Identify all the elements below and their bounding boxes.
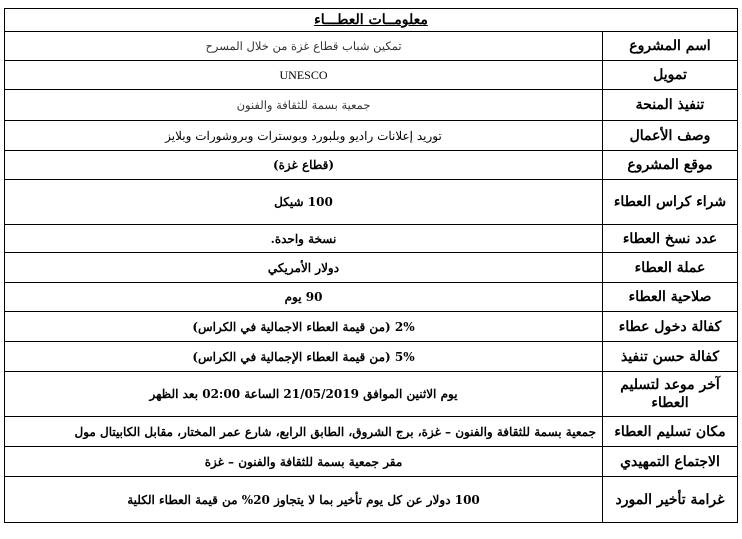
table-row — [5, 447, 738, 477]
row-label-tender-booklet-purchase: شراء كراس العطاء — [603, 180, 738, 225]
table-row — [5, 253, 738, 283]
row-label-bid-bond: كفالة دخول عطاء — [603, 312, 738, 342]
row-label-pre-bid-meeting: الاجتماع التمهيدي — [603, 447, 738, 477]
table-row — [5, 417, 738, 447]
row-value-project-location: (قطاع غزة) — [5, 151, 603, 180]
row-value-performance-bond: 5% (من قيمة العطاء الإجمالية في الكراس) — [5, 342, 603, 372]
row-label-tender-validity: صلاحية العطاء — [603, 283, 738, 312]
table-row — [5, 225, 738, 253]
row-label-tender-copies: عدد نسخ العطاء — [603, 225, 738, 253]
row-value-works-description: توريد إعلانات راديو وبلبورد وبوسترات وبروشورات وبلايز — [5, 121, 603, 151]
table-row — [5, 151, 738, 180]
table-header-row — [5, 9, 738, 32]
table-row — [5, 121, 738, 151]
row-label-grant-implementation: تنفيذ المنحة — [603, 90, 738, 121]
row-value-tender-validity: 90 يوم — [5, 283, 603, 312]
row-value-grant-implementation: جمعية بسمة للثقافة والفنون — [5, 90, 603, 121]
row-label-funding: تمويل — [603, 61, 738, 90]
tender-info-table — [4, 8, 738, 523]
row-label-project-location: موقع المشروع — [603, 151, 738, 180]
row-value-tender-booklet-purchase: 100 شيكل — [5, 180, 603, 225]
row-label-tender-currency: عملة العطاء — [603, 253, 738, 283]
row-label-submission-place: مكان تسليم العطاء — [603, 417, 738, 447]
table-row — [5, 180, 738, 225]
row-value-pre-bid-meeting: مقر جمعية بسمة للثقافة والفنون – غزة — [5, 447, 603, 477]
row-value-submission-place: جمعية بسمة للثقافة والفنون – غزة، برج الشروق، الطابق الرابع، شارع عمر المختار، مقابل الكابيتال مول — [5, 417, 603, 447]
row-label-delay-penalty: غرامة تأخير المورد — [603, 477, 738, 523]
tender-info-table-wrapper — [4, 8, 738, 523]
row-value-tender-currency: دولار الأمريكي — [5, 253, 603, 283]
table-row — [5, 90, 738, 121]
row-value-delay-penalty: 100 دولار عن كل يوم تأخير بما لا يتجاوز 20% من قيمة العطاء الكلية — [5, 477, 603, 523]
table-row — [5, 61, 738, 90]
row-value-bid-bond: 2% (من قيمة العطاء الاجمالية في الكراس) — [5, 312, 603, 342]
row-value-tender-copies: نسخة واحدة. — [5, 225, 603, 253]
table-row — [5, 372, 738, 417]
table-row — [5, 283, 738, 312]
row-label-works-description: وصف الأعمال — [603, 121, 738, 151]
row-value-submission-deadline: يوم الاثنين الموافق 21/05/2019 الساعة 02:00 بعد الظهر — [5, 372, 603, 417]
table-row — [5, 342, 738, 372]
table-row — [5, 477, 738, 523]
table-row — [5, 32, 738, 61]
row-label-project-name: اسم المشروع — [603, 32, 738, 61]
row-label-submission-deadline: آخر موعد لتسليم العطاء — [603, 372, 738, 417]
row-value-project-name: تمكين شباب قطاع غزة من خلال المسرح — [5, 32, 603, 61]
table-row — [5, 312, 738, 342]
row-value-funding: UNESCO — [5, 61, 603, 90]
table-title: معلومــات العطـــاء — [5, 9, 738, 32]
row-label-performance-bond: كفالة حسن تنفيذ — [603, 342, 738, 372]
